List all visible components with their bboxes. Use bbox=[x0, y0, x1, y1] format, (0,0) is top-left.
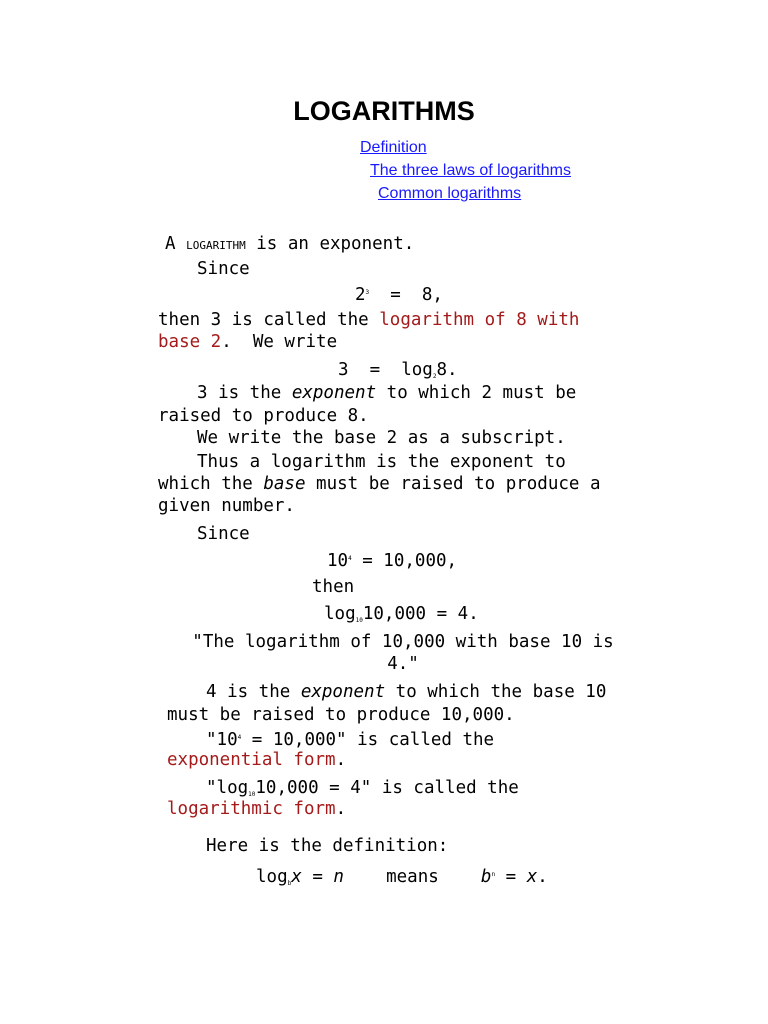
line-base-2: base 2. We write bbox=[158, 332, 338, 352]
definition-formula: $\log_bx = n$ means $b^n = x$. bbox=[256, 867, 548, 887]
line-thus: Thus a logarithm is the exponent to bbox=[197, 452, 566, 472]
line-given: given number. bbox=[158, 496, 295, 516]
equation-log10: $\log_{10}10,000 = 4$. bbox=[324, 604, 479, 624]
quote-line-1: "The logarithm of 10,000 with base 10 is bbox=[192, 632, 614, 652]
equation-2-cubed: $2^3 = 8$, bbox=[355, 285, 443, 305]
link-definition[interactable]: Definition bbox=[360, 139, 427, 156]
line-raised: raised to produce 8. bbox=[158, 406, 369, 426]
equation-10-pow-4: $10^4 = 10,000$, bbox=[327, 551, 458, 571]
line-called-exp: "$10^4 = 10,000$" is called the bbox=[206, 730, 495, 750]
line-exponent-1: 3 is the exponent to which 2 must be bbox=[197, 383, 577, 403]
line-must: must be raised to produce 10,000. bbox=[167, 705, 515, 725]
link-common-logarithms[interactable]: Common logarithms bbox=[378, 185, 522, 202]
intro-line: A LOGARITHM is an exponent. bbox=[165, 234, 415, 254]
line-then-3: then 3 is called the logarithm of 8 with bbox=[158, 310, 580, 330]
line-subscript: We write the base 2 as a subscript. bbox=[197, 428, 566, 448]
link-three-laws[interactable]: The three laws of logarithms bbox=[370, 162, 571, 179]
then-line: then bbox=[312, 577, 355, 597]
line-called-log: "$\log_{10}10,000 = 4$" is called the bbox=[206, 778, 519, 798]
line-here: Here is the definition: bbox=[206, 836, 449, 856]
page-title: LOGARITHMS bbox=[293, 96, 475, 126]
since-1: Since bbox=[197, 259, 250, 279]
line-exponent-2: 4 is the exponent to which the base 10 bbox=[206, 682, 607, 702]
since-2: Since bbox=[197, 524, 250, 544]
line-exponential-form: exponential form. bbox=[167, 750, 347, 770]
line-which: which the base must be raised to produce a bbox=[158, 474, 601, 494]
line-logarithmic-form: logarithmic form. bbox=[167, 799, 347, 819]
equation-log2-8: $3 = \log_28$. bbox=[338, 360, 458, 380]
quote-line-2: 4." bbox=[387, 654, 419, 674]
